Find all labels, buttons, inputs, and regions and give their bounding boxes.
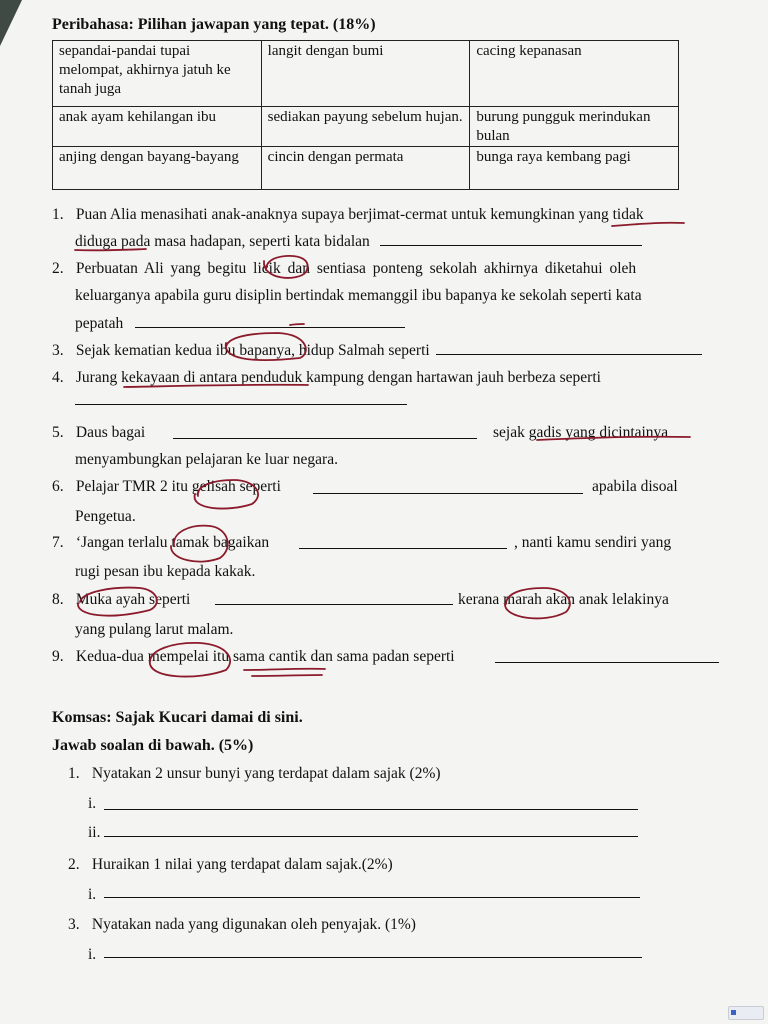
choice-cell: bunga raya kembang pagi — [470, 147, 679, 190]
question-number: 9. — [52, 648, 64, 665]
section-subheading: Jawab soalan di bawah. (5%) — [52, 737, 254, 754]
question-text: Huraikan 1 nilai yang terdapat dalam sajak.(2%) — [91, 856, 393, 873]
question-number: 8. — [52, 591, 64, 608]
underline-mark — [75, 249, 146, 250]
underline-mark — [290, 324, 304, 325]
question-text: Pelajar TMR 2 itu gelisah seperti — [75, 478, 281, 495]
section-heading-peribahasa: Peribahasa: Pilihan jawapan yang tepat. (18%) — [52, 16, 376, 33]
question-text: , nanti kamu sendiri yang — [514, 534, 672, 551]
question-text: Puan Alia menasihati anak-anaknya supaya berjimat-cermat untuk kemungkinan yang tidak — [75, 206, 644, 223]
question-number: 7. — [52, 534, 64, 551]
question-number: 2. — [52, 260, 64, 277]
question-text: Kedua-dua mempelai itu sama cantik dan sama padan seperti — [75, 648, 455, 665]
answer-label: i. — [88, 946, 97, 963]
underline-mark — [537, 437, 690, 440]
answer-label: i. — [88, 886, 97, 903]
question-text: Perbuatan Ali yang begitu licik dan sentiasa ponteng sekolah akhirnya diketahui oleh — [75, 260, 637, 277]
scanner-watermark — [728, 1006, 764, 1020]
answer-label: i. — [88, 795, 97, 812]
circle-mark — [226, 333, 306, 360]
choice-cell: anjing dengan bayang-bayang — [53, 147, 262, 190]
question-text: Daus bagai — [75, 424, 146, 441]
question-text: pepatah — [75, 315, 124, 332]
question-text: kerana marah akan anak lelakinya — [458, 591, 669, 608]
underline-mark — [252, 675, 322, 676]
answer-label: ii. — [88, 824, 101, 841]
choice-cell: cincin dengan permata — [261, 147, 470, 190]
underline-mark — [612, 223, 684, 226]
circle-mark — [78, 588, 157, 616]
circle-mark — [171, 526, 228, 562]
choice-cell: langit dengan bumi — [261, 41, 470, 107]
question-text: yang pulang larut malam. — [75, 621, 234, 638]
question-text: sejak gadis yang dicintainya — [493, 424, 669, 441]
question-text: apabila disoal — [592, 478, 678, 495]
question-text: diduga pada masa hadapan, seperti kata bidalan — [75, 233, 370, 250]
question-text: Jurang kekayaan di antara penduduk kampung dengan hartawan jauh berbeza seperti — [75, 369, 601, 386]
choice-cell: burung pungguk merindukan bulan — [470, 107, 679, 147]
question-number: 5. — [52, 424, 64, 441]
question-number: 1. — [68, 765, 80, 782]
question-text: Sejak kematian kedua ibu bapanya, hidup Salmah seperti — [75, 342, 430, 359]
circle-mark — [150, 643, 230, 677]
question-number: 4. — [52, 369, 64, 386]
question-number: 1. — [52, 206, 64, 223]
question-text: rugi pesan ibu kepada kakak. — [75, 563, 256, 580]
choice-cell: cacing kepanasan — [470, 41, 679, 107]
question-text: Muka ayah seperti — [75, 591, 191, 608]
question-number: 6. — [52, 478, 64, 495]
circle-mark — [264, 256, 308, 278]
question-text: Nyatakan nada yang digunakan oleh penyajak. (1%) — [91, 916, 416, 933]
question-text: keluarganya apabila guru disiplin bertindak memanggil ibu bapanya ke sekolah seperti kata — [75, 287, 642, 304]
question-number: 3. — [68, 916, 80, 933]
question-text: ‘Jangan terlalu tamak bagaikan — [75, 534, 270, 551]
scanner-logo-icon — [731, 1010, 736, 1015]
choice-cell: anak ayam kehilangan ibu — [53, 107, 262, 147]
question-text: Nyatakan 2 unsur bunyi yang terdapat dalam sajak (2%) — [91, 765, 441, 782]
underline-mark — [124, 385, 308, 387]
choice-cell: sediakan payung sebelum hujan. — [261, 107, 470, 147]
circle-mark — [195, 480, 259, 509]
question-number: 2. — [68, 856, 80, 873]
circle-mark — [505, 588, 570, 618]
underline-mark — [244, 669, 325, 670]
question-text: Pengetua. — [75, 508, 136, 525]
question-text: menyambungkan pelajaran ke luar negara. — [75, 451, 338, 468]
choice-cell: sepandai-pandai tupai melompat, akhirnya jatuh ke tanah juga — [53, 41, 262, 107]
section-heading-komsas: Komsas: Sajak Kucari damai di sini. — [52, 709, 303, 726]
question-number: 3. — [52, 342, 64, 359]
